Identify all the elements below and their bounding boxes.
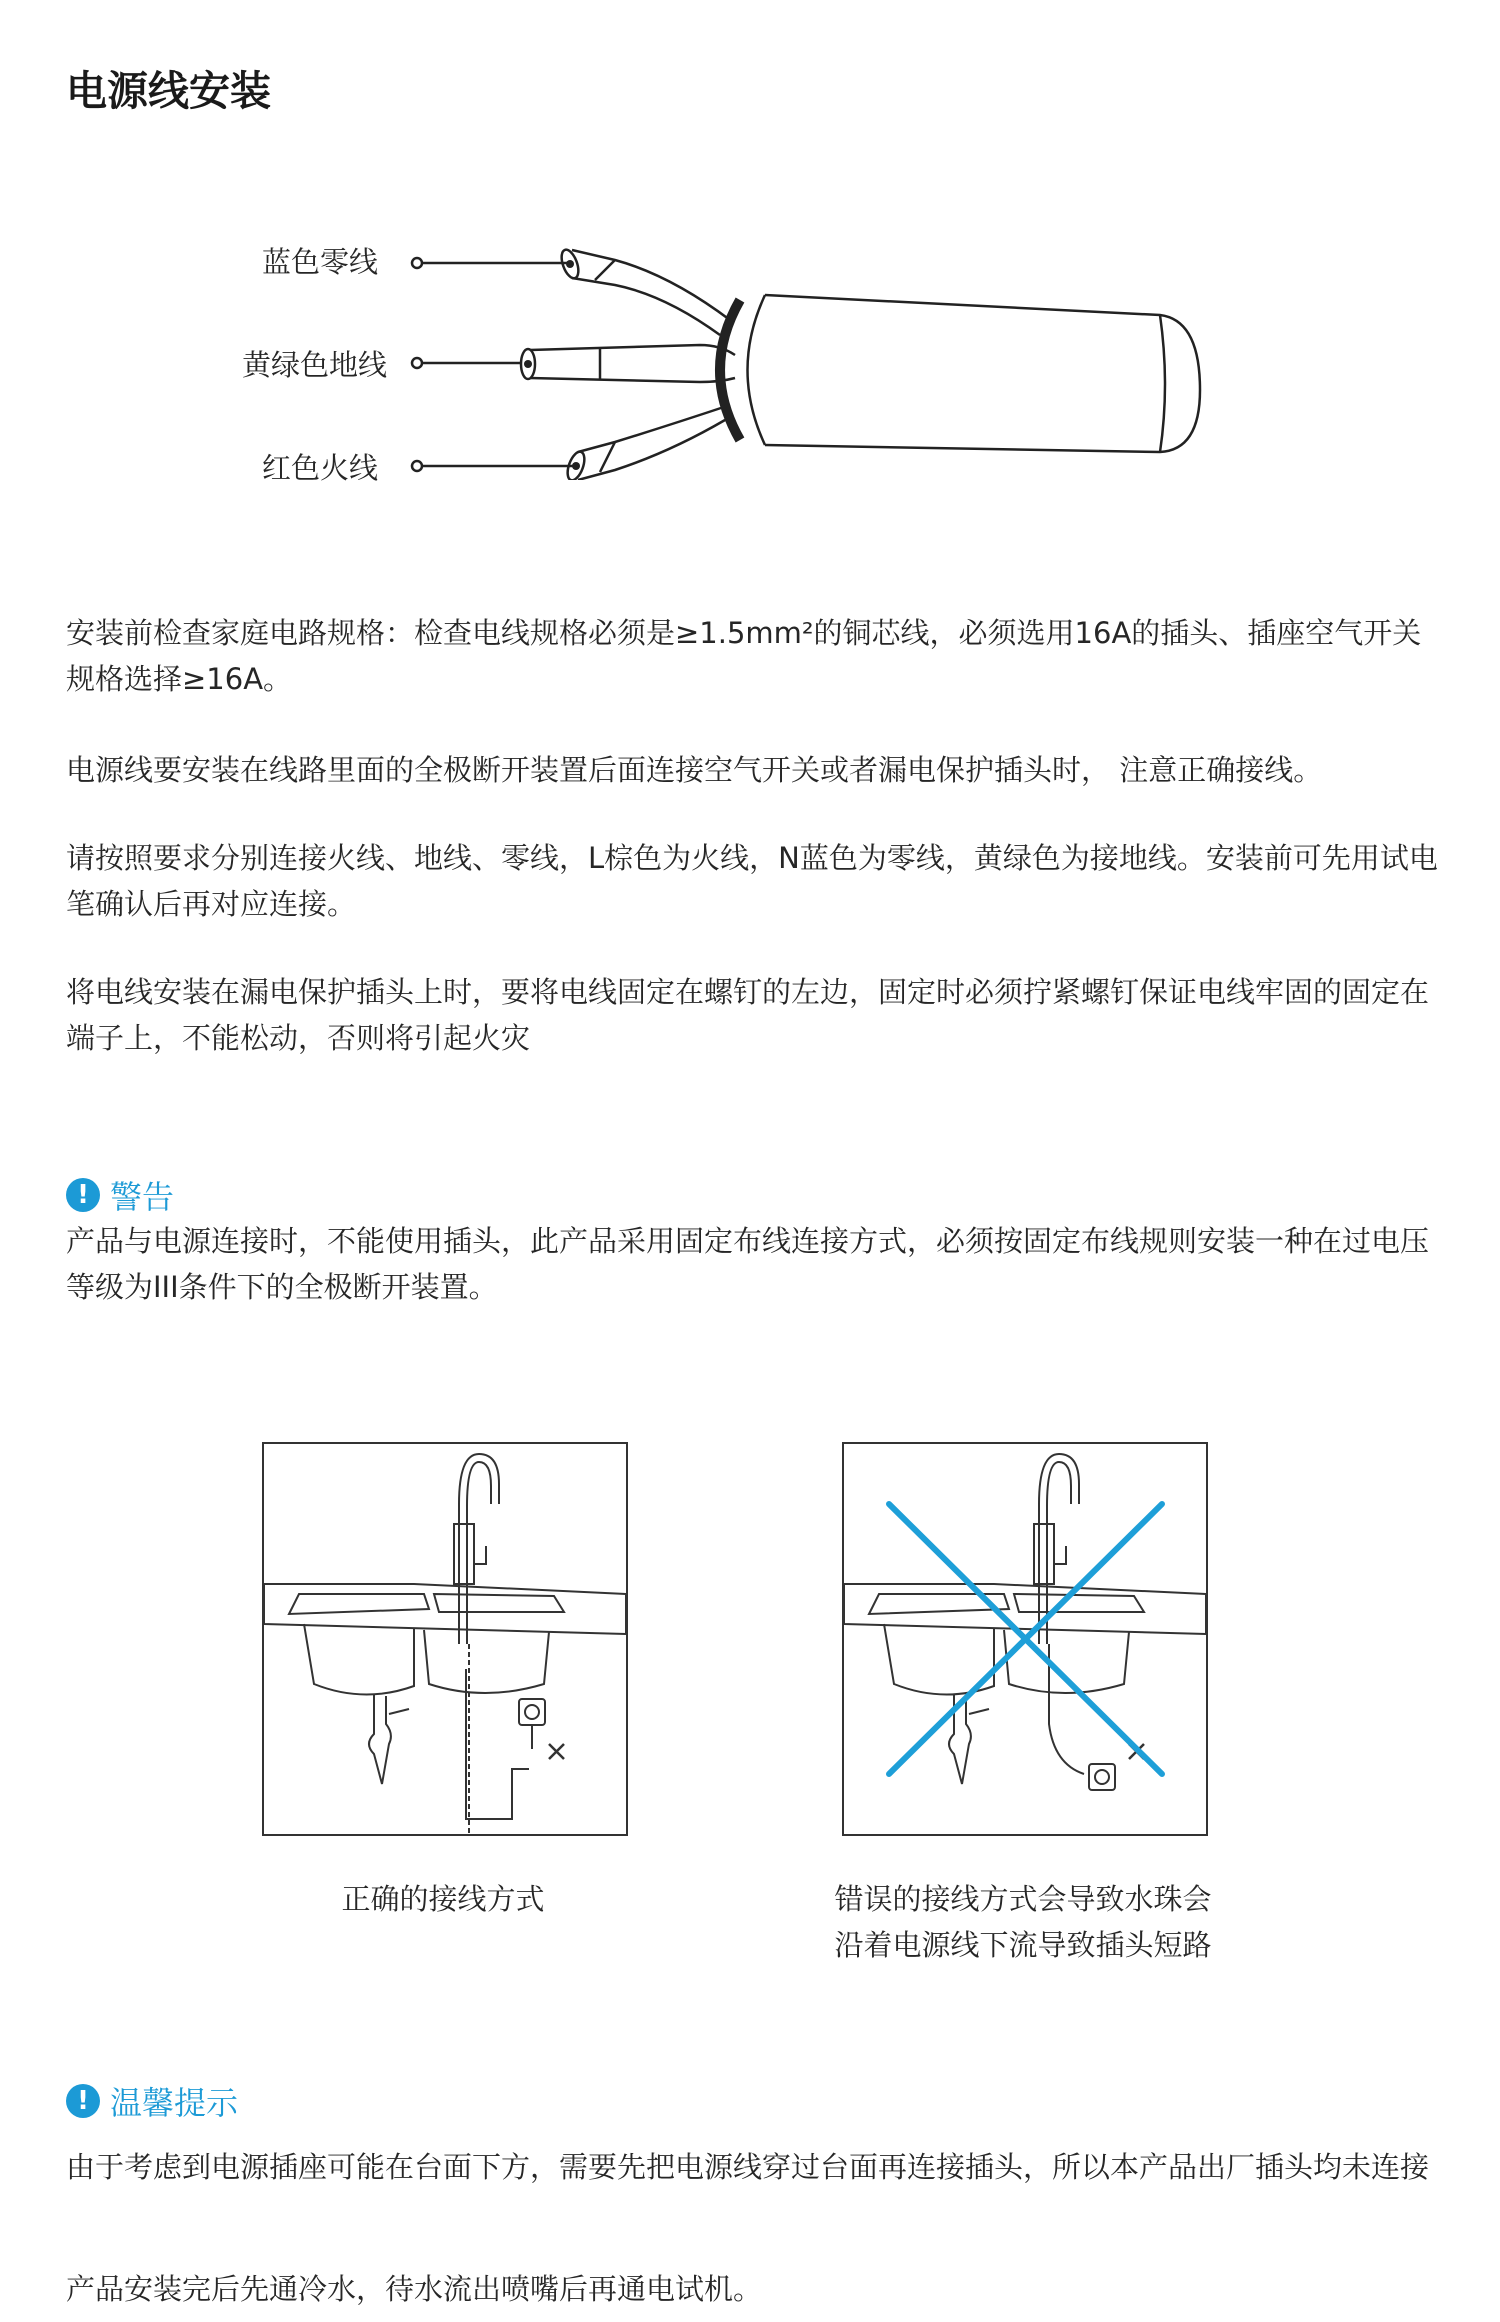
paragraph-check-circuit: 安装前检查家庭电路规格：检查电线规格必须是≥1.5mm²的铜芯线，必须选用16A的插头、插座空气开关规格选择≥16A。 [66,616,1422,696]
label-red-live: 红色火线 [262,451,379,485]
figure-correct-wiring [262,1442,628,1836]
sink-illustration-wrong [844,1444,1206,1834]
tips-heading [66,2078,238,2124]
label-yellow-green-ground: 黄绿色地线 [242,348,388,382]
caption-wrong-line2: 沿着电源线下流导致插头短路 [834,1928,1212,1962]
sink-illustration-correct [264,1444,626,1834]
warning-text: 产品与电源连接时，不能使用插头，此产品采用固定布线连接方式，必须按固定布线规则安装一种在过电压等级为III条件下的全极断开装置。 [66,1224,1430,1304]
caption-wrong-line1: 错误的接线方式会导致水珠会 [834,1882,1212,1916]
paragraph-fix-screws: 将电线安装在漏电保护插头上时，要将电线固定在螺钉的左边，固定时必须拧紧螺钉保证电线牢固的固定在端子上，不能松动，否则将引起火灾 [66,975,1430,1055]
exclamation-icon: ! [66,1178,100,1212]
page-title: 电源线安装 [66,67,271,115]
warning-heading [66,1172,174,1218]
caption-correct: 正确的接线方式 [341,1882,545,1916]
tips-text-2: 产品安装完后先通冷水，待水流出喷嘴后再通电试机。 [66,2272,763,2306]
figure-wrong-wiring [842,1442,1208,1836]
tips-text-1: 由于考虑到电源插座可能在台面下方，需要先把电源线穿过台面再连接插头，所以本产品出厂插头均未连接 [66,2150,1430,2184]
cable-diagram [400,220,1220,480]
wrong-cross-icon [889,1504,1162,1774]
label-blue-neutral: 蓝色零线 [262,245,379,279]
warning-heading-label: 警告 [110,1178,175,1216]
exclamation-icon: ! [66,2084,100,2118]
tips-heading-label: 温馨提示 [110,2084,239,2122]
paragraph-install-position: 电源线要安装在线路里面的全极断开装置后面连接空气开关或者漏电保护插头时， 注意正确接线。 [66,753,1323,787]
paragraph-wire-colors: 请按照要求分别连接火线、地线、零线，L棕色为火线，N蓝色为零线，黄绿色为接地线。安装前可先用试电笔确认后再对应连接。 [66,841,1438,921]
